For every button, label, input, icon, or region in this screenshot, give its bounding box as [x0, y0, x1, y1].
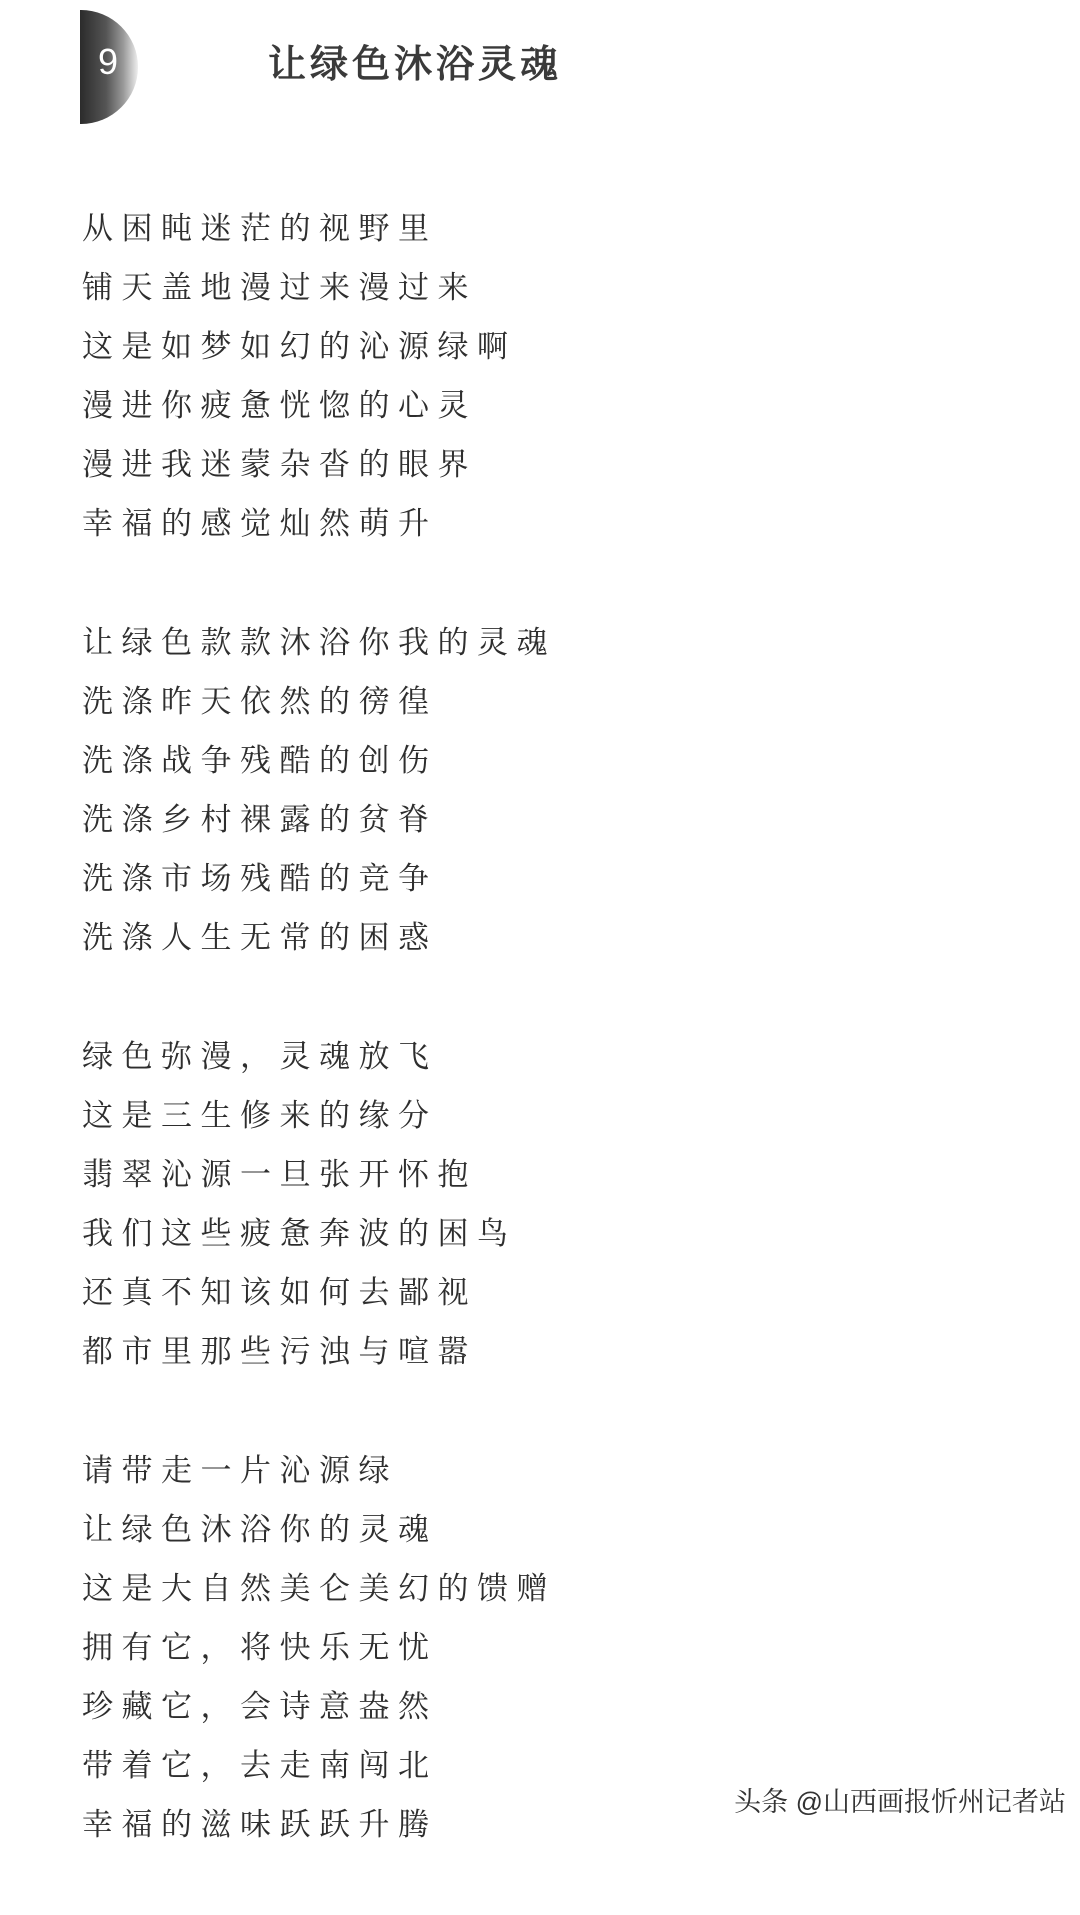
- page-title: 让绿色沐浴灵魂: [268, 42, 563, 86]
- watermark: 头条 @山西画报忻州记者站: [734, 1787, 1066, 1817]
- poem-line: 还真不知该如何去鄙视: [82, 1275, 477, 1311]
- poem-line: 请带走一片沁源绿: [82, 1453, 398, 1489]
- stanza-1: [82, 200, 782, 554]
- poem-line: 幸福的感觉灿然萌升: [82, 506, 438, 542]
- poem-line: 珍藏它，会诗意盎然: [82, 1689, 438, 1725]
- poem-line: 洗涤市场残酷的竞争: [82, 861, 438, 897]
- poem-line: 洗涤人生无常的困惑: [82, 920, 438, 956]
- poem-line: 翡翠沁源一旦张开怀抱: [82, 1157, 477, 1193]
- poem-line: 绿色弥漫，灵魂放飞: [82, 1039, 438, 1075]
- poem-line: 都市里那些污浊与喧嚣: [82, 1334, 477, 1370]
- poem-line: 让绿色款款沐浴你我的灵魂: [82, 625, 556, 661]
- poem-line: 这是三生修来的缘分: [82, 1098, 438, 1134]
- poem-line: 拥有它，将快乐无忧: [82, 1630, 438, 1666]
- poem-line: 让绿色沐浴你的灵魂: [82, 1512, 438, 1548]
- poem-line: 洗涤战争残酷的创伤: [82, 743, 438, 779]
- poem-line: 铺天盖地漫过来漫过来: [82, 270, 477, 306]
- poem-line: 这是大自然美仑美幻的馈赠: [82, 1571, 556, 1607]
- stanza-2: [82, 614, 782, 968]
- poem-number: 9: [98, 41, 119, 82]
- stanza-3: [82, 1028, 782, 1382]
- poem-body: [82, 200, 782, 1915]
- poem-line: 带着它，去走南闯北: [82, 1748, 438, 1784]
- poem-line: 洗涤昨天依然的徬徨: [82, 684, 438, 720]
- header: [0, 0, 1080, 140]
- poem-line: 我们这些疲惫奔波的困鸟: [82, 1216, 517, 1252]
- poem-line: 从困盹迷茫的视野里: [82, 211, 438, 247]
- poem-line: 洗涤乡村裸露的贫脊: [82, 802, 438, 838]
- poem-line: 漫进你疲惫恍惚的心灵: [82, 388, 477, 424]
- poem-line: 幸福的滋味跃跃升腾: [82, 1807, 438, 1843]
- poem-line: 漫进我迷蒙杂沓的眼界: [82, 447, 477, 483]
- poem-line: 这是如梦如幻的沁源绿啊: [82, 329, 517, 365]
- stanza-4: [82, 1442, 782, 1855]
